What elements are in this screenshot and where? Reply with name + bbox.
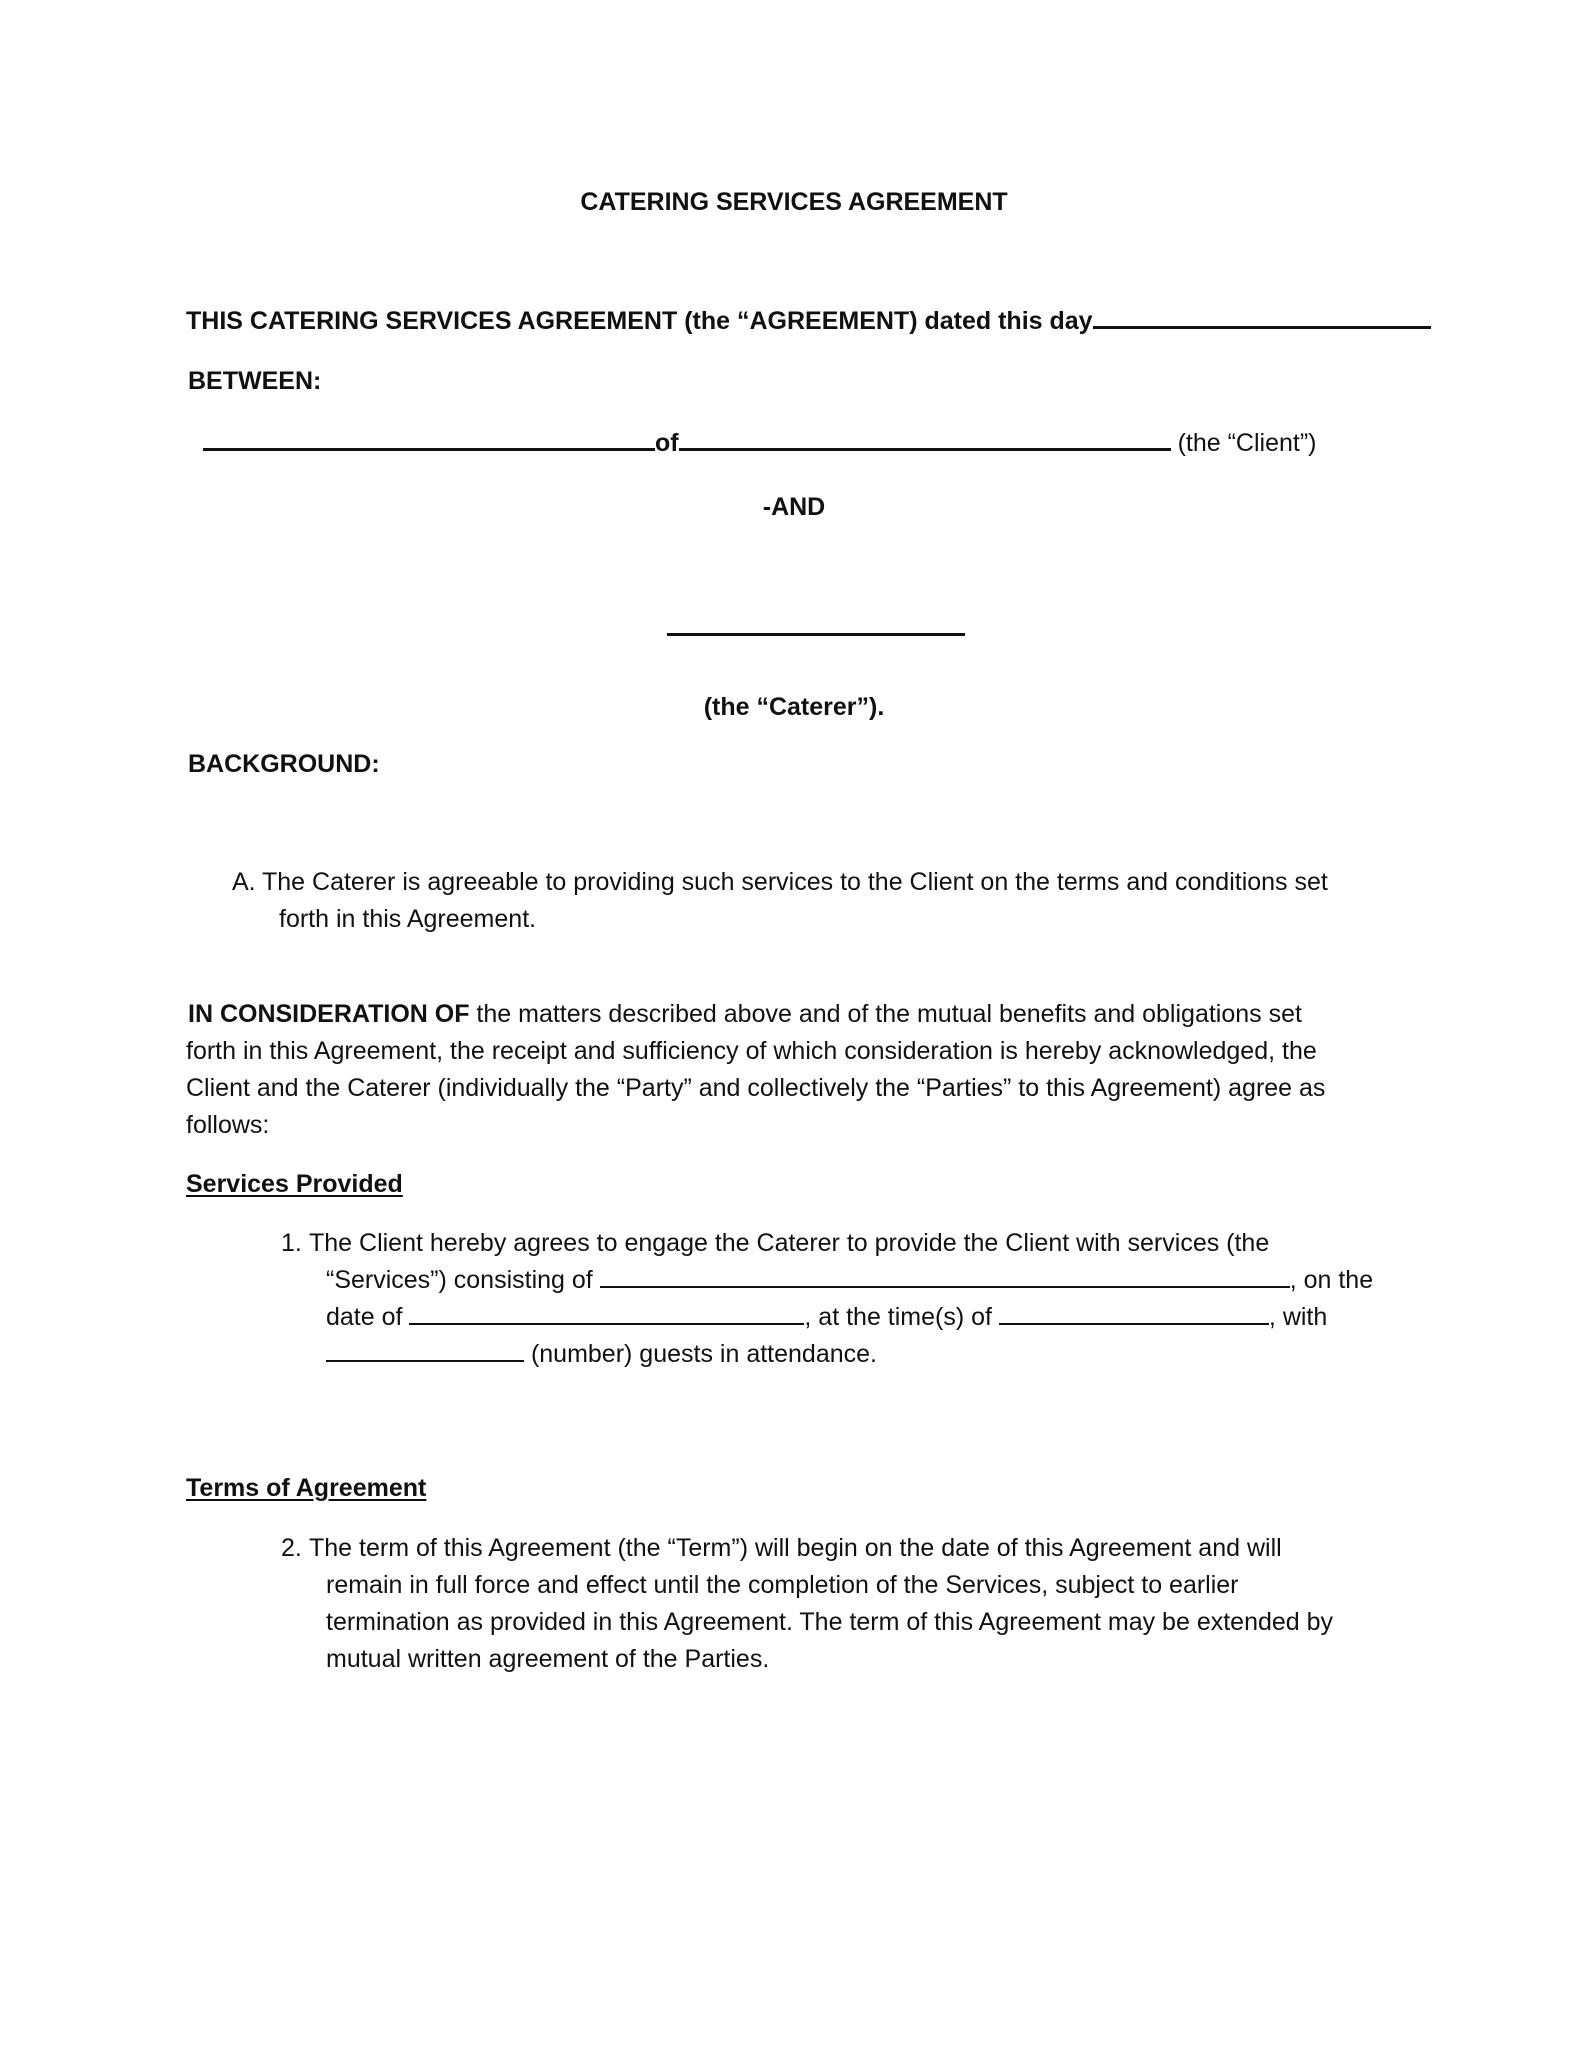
section1-line1: The Client hereby agrees to engage the Caterer to provide the Client with services (the [309,1229,1270,1257]
date-blank [1093,304,1431,329]
service-time-blank [999,1301,1269,1325]
consideration-line1 [188,996,1302,1033]
section1-with-label: , with [1268,1303,1328,1331]
section2-line1: The term of this Agreement (the “Term”) will begin on the date of this Agreement and will [309,1534,1282,1562]
services-blank [600,1264,1290,1288]
section1-guests-text: (number) guests in attendance. [524,1340,877,1368]
section1-date-label: date of [326,1303,410,1331]
and-label: -AND [762,493,826,521]
section1-line2-end: , on the [1289,1266,1374,1294]
service-date-blank [409,1301,804,1325]
preamble-line [186,303,1431,340]
between-label: BETWEEN: [188,367,322,395]
of-label: of [655,429,679,457]
background-item-line1: The Caterer is agreeable to providing such services to the Client on the terms and conditions set [262,868,1328,896]
section1-line3 [326,1299,1327,1336]
client-address-blank [679,426,1171,451]
section2-line3: termination as provided in this Agreement. The term of this Agreement may be extended by [326,1608,1334,1636]
background-label: BACKGROUND: [188,750,380,778]
consideration-bold: IN CONSIDERATION OF [188,1000,470,1028]
section2-line2: remain in full force and effect until the completion of the Services, subject to earlier [326,1571,1239,1599]
consideration-line4: follows: [186,1111,270,1139]
background-item-line2: forth in this Agreement. [279,905,537,933]
client-name-blank [203,426,655,451]
section1-line2 [326,1262,1373,1299]
caterer-name-blank [667,633,965,636]
section1-line2-text: “Services”) consisting of [326,1266,600,1294]
section2-line4: mutual written agreement of the Parties. [326,1645,770,1673]
background-item-marker: A. [232,868,256,896]
client-line [203,425,1316,462]
client-label: (the “Client”) [1177,429,1317,457]
consideration-line3: Client and the Caterer (individually the “Party” and collectively the “Parties” to this Agreement) agree as [186,1074,1326,1102]
caterer-label: (the “Caterer”). [703,693,885,721]
section-heading-services: Services Provided [186,1170,403,1198]
consideration-text1: the matters described above and of the mutual benefits and obligations set [469,1000,1302,1028]
consideration-line2: forth in this Agreement, the receipt and sufficiency of which consideration is hereby acknowledged, the [186,1037,1317,1065]
preamble-text: THIS CATERING SERVICES AGREEMENT (the “AGREEMENT) dated this day [186,307,1093,335]
section1-time-label: , at the time(s) of [804,1303,999,1331]
section1-line4 [326,1336,877,1373]
section-heading-terms: Terms of Agreement [186,1474,427,1502]
document-title: CATERING SERVICES AGREEMENT [580,188,1008,216]
section1-number: 1. [281,1229,302,1257]
guest-count-blank [326,1338,524,1362]
section2-number: 2. [281,1534,302,1562]
